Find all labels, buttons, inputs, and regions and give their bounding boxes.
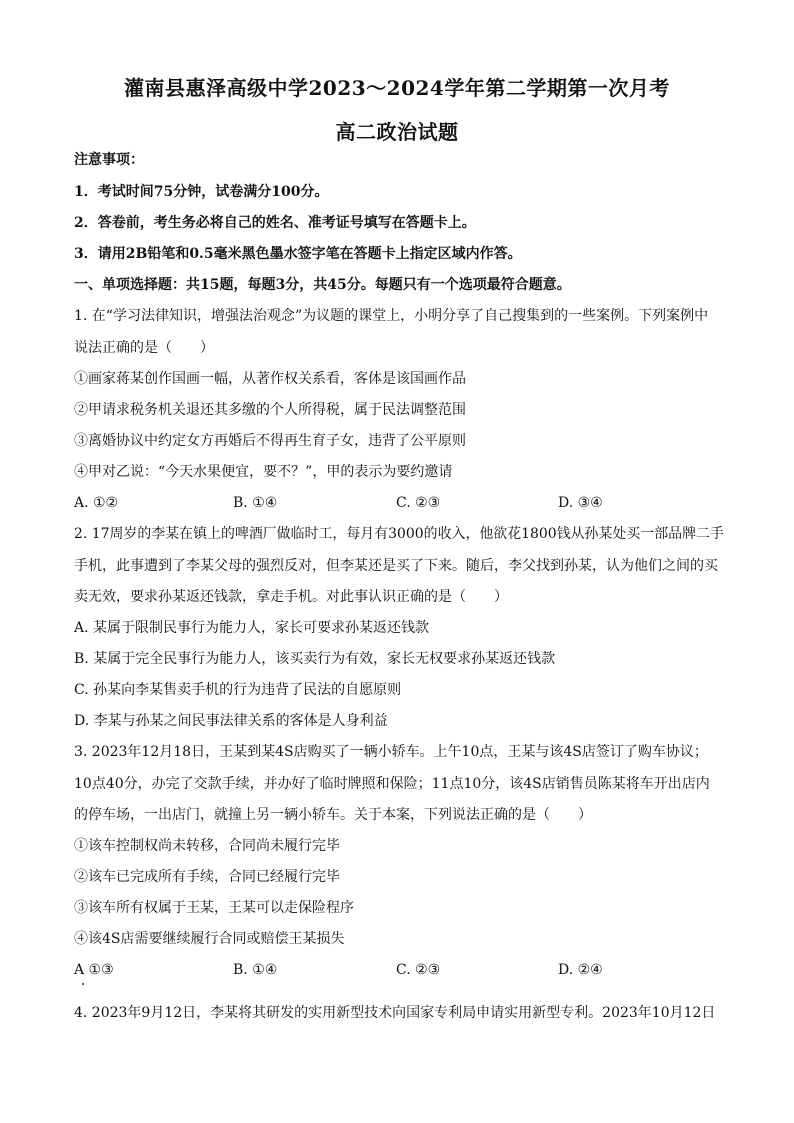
question-1-option-c[interactable]: C. ②③ (396, 495, 441, 511)
question-2-text: 2. 17周岁的李某在镇上的啤酒厂做临时工，每月有3000的收入，他欲花1800钱从孙某处买一部品牌二手 (74, 526, 724, 542)
question-3-statement: ④该4S店需要继续履行合同或赔偿王某损失 (74, 931, 345, 947)
question-2-option-a[interactable]: A. 某属于限制民事行为能力人，家长可要求孙某返还钱款 (74, 620, 430, 636)
notice-item: 2．答卷前，考生务必将自己的姓名、准考证号填写在答题卡上。 (74, 215, 476, 231)
exam-subtitle: 高二政治试题 (335, 120, 459, 144)
question-3-text: 10点40分，办完了交款手续，并办好了临时牌照和保险；11点10分，该4S店销售员陈某将车开出店内 (74, 776, 710, 792)
question-1-statement: ③离婚协议中约定女方再婚后不得再生育子女，违背了公平原则 (74, 433, 466, 449)
question-3-option-b[interactable]: B. ①④ (233, 962, 278, 978)
question-1-text: 说法正确的是（ ） (74, 340, 214, 356)
question-2-option-d[interactable]: D. 李某与孙某之间民事法律关系的客体是人身利益 (74, 713, 388, 729)
question-3-statement: ③该车所有权属于王某，王某可以走保险程序 (74, 900, 354, 916)
question-3-statement: ②该车已完成所有手续，合同已经履行完毕 (74, 869, 340, 885)
question-2-option-c[interactable]: C. 孙某向李某售卖手机的行为违背了民法的自愿原则 (74, 682, 402, 698)
question-1-statement: ④甲对乙说：“今天水果便宜，要不？”，甲的表示为要约邀请 (74, 464, 453, 480)
question-1-option-b[interactable]: B. ①④ (233, 495, 278, 511)
question-1-option-a[interactable]: A. ①② (74, 495, 119, 511)
question-1-option-d[interactable]: D. ③④ (558, 495, 603, 511)
question-2-text: 卖无效，要求孙某返还钱款，拿走手机。对此事认识正确的是（ ） (74, 589, 508, 605)
question-1-statement: ①画家蒋某创作国画一幅，从著作权关系看，客体是该国画作品 (74, 371, 466, 387)
stray-mark (82, 983, 84, 985)
notice-heading: 注意事项： (74, 152, 144, 168)
question-1-statement: ②甲请求税务机关退还其多缴的个人所得税，属于民法调整范围 (74, 402, 466, 418)
section-heading: 一、单项选择题：共15题，每题3分，共45分。每题只有一个选项最符合题意。 (74, 277, 571, 293)
question-3-option-a[interactable]: A ①③ (74, 962, 114, 978)
question-3-statement: ①该车控制权尚未转移，合同尚未履行完毕 (74, 838, 340, 854)
question-3-option-c[interactable]: C. ②③ (396, 962, 441, 978)
question-2-text: 手机，此事遭到了李某父母的强烈反对，但李某还是买了下来。随后，李父找到孙某，认为他们之间的买 (74, 558, 718, 574)
notice-item: 1．考试时间75分钟，试卷满分100分。 (74, 184, 329, 200)
question-2-option-b[interactable]: B. 某属于完全民事行为能力人，该买卖行为有效，家长无权要求孙某返还钱款 (74, 651, 556, 667)
question-3-text: 3. 2023年12月18日，王某到某4S店购买了一辆小轿车。上午10点，王某与该4S店签订了购车协议； (74, 744, 708, 760)
question-3-option-d[interactable]: D. ②④ (558, 962, 603, 978)
question-3-text: 的停车场，一出店门，就撞上另一辆小轿车。关于本案，下列说法正确的是（ ） (74, 807, 592, 823)
notice-item: 3．请用2B铅笔和0.5毫米黑色墨水签字笔在答题卡上指定区域内作答。 (74, 246, 522, 262)
exam-title: 灌南县惠泽高级中学2023～2024学年第二学期第一次月考 (124, 76, 670, 100)
question-4-text: 4. 2023年9月12日，李某将其研发的实用新型技术向国家专利局申请实用新型专利。2023年10月12日 (74, 1005, 716, 1021)
question-1-text: 1. 在“学习法律知识，增强法治观念”为议题的课堂上，小明分享了自己搜集到的一些案例。下列案例中 (74, 308, 709, 324)
